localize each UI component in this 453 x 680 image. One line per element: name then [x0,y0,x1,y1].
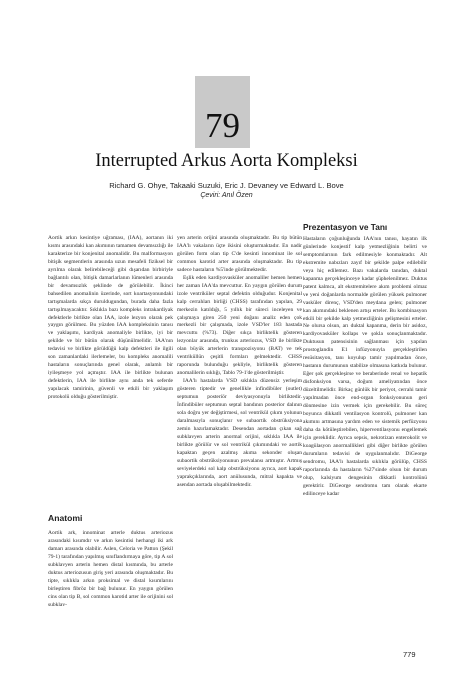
middle-paragraph-1: yen arterin orijini arasında oluşmaktadır. Bu tip bütün IAA'lı vakaların üçte ikisini oluşturmaktadır. En nadir görülen form olan tip C'de kesinti innominat ile sol common karotid arter arasında oluşmaktadır. Bu tip sadece hastaların %5'inde görülmektedir. [177,235,302,273]
presentation-paragraph: Hastaların çoğunluğunda IAA'nın tanısı, hayatın ilk günlerinde konjestif kalp yetmezliğinin belirti ve semptomlarının fark edilmesiyle konmaktadır. Alt ekstremite nabızları zayıf bir şekilde palpe edilebilir veya hiç edilemez. Bazı vakalarda tanıdan, duktal kapanma gerçekleşinceye kadar şüphelenilmez. Duktus patent kalmca, alt ekstremitelere akım problemi olmaz ve yeni doğanlarda normalde görülen yüksek pulmoner vasküler direnç, VSD'den meydana gelen; pulmoner kan akımındaki beklenen artışı erteler. Bu kombinasyon etkili bir şekilde kalp yetmezliğinin gelişmesini erteler. Ne olursa olsun, arı duktal kapanma, derin bir asidoz, kardiyovasküler kollaps ve şokla sonuçlanmaktadır. Duktusun patensisinin sağlanması için yapılan prostoglandin E1 infüzyonuyla gerçekleştirilen resüsitasyon, tanı koyulup tamir yapılmadan önce, hastanın durumunun stabilize olmasına katkıda bulunur. Eğer şok gerçekleşirse ve beraberinde renal ve hepatik disfonksiyon varsa, doğum ameliyatından önce düzeltilmelidir. Birkaç günlük bir periyot, cerrahi tamir yapılmadan önce end-organ fonksiyonunun geri dönmesine izin vermek için gerekebilir. Bu süreç boyunca dikkatli ventilasyon kontrolü, pulmoner kan akımını artmasına yardım eden ve sistemik perfüzyonu daha da kötüleştirebilen, hiperventilasyonu engellemek için gereklidir. Ayrıca sepsis, nekrotizan enterokolit ve koagülasyon anormallikleri gibi diğer birlikte görülen durumların tedavisi de uygulanmalıdır. DiGeorge sendromu, IAA'lı hastalarda sıklıkla görülüp, CHSS raporlarında da hastaların %27'sinde olsun bir durum olup, kalsiyum dengesinin dikkatli kontrolünü gerektirir. DiGeorge sendromu tam olarak ekarte edilinceye kadar [303,236,427,497]
presentation-heading: Prezentasyon ve Tanı [303,222,388,232]
middle-column [177,235,302,490]
chapter-number: 79 [205,106,240,145]
presentation-column [303,236,427,498]
chapter-title: Interrupted Arkus Aorta Kompleksi [95,151,358,171]
middle-paragraph-3: IAA'lı hastalarda VSD sıklıkla düzensiz yerleşim gösteren tiptedir ve genellikle infindibüler (outlet) septumun posteriör deviyasyonuyla birliktedir. İnfindibüler septumun septal bandının posterior dalının sola doğru yer değiştirmesi, sol ventrikül çıkım yolunun daralmasıyla sonuçlanır ve subaortik obstrüksiyona zemin hazırlamaktadır. Desendan aortadan çıkan sağ subklavyen arterin anormal orijini, sıklıkla IAA ile birlikte görülür ve sol ventrikül çıkımındaki ve aortik kapaktan geçen azalmış akıma sekonder oluşan subaortik obstrüksiyonunun prevalansı artmıştır. Artmış seviyelerdeki sol kalp obstrüksiyonu ayrıca, aort kapak yaprakçıklarında, aort anülusunda, mitral kapakta ve asendan aortada oluşabilmektedir. [177,378,302,488]
anatomy-paragraph: Aortik ark, innominat arterle duktus arteriozus arasındaki kısımdır ve arkın kesintisi herhangi iki ark damarı arasında olabilir. Aslen, Celoria ve Patton (Şekil 79-1) tarafından yapılmış sınıflandırmaya göre, tip A sol subklavyen arterin hemen distal kısmında, bu arterle duktus arteriozusun giriş yeri arasında oluşmaktadır. Bu tipte, sıklıkla arkın proksimal ve distal kısımlarını birleştiren fibröz bir bağ bulunur. En yaygın görülen cins olan tip B, sol common karotid arter ile orijinini sol subklav- [48,530,173,608]
anatomy-column [48,530,173,610]
page-number: 779 [403,650,416,659]
authors-line: Richard G. Ohye, Takaaki Suzuki, Eric J. Devaney ve Edward L. Bove [109,181,344,190]
anatomy-heading: Anatomi [48,513,83,523]
middle-paragraph-2: Eşlik eden kardiyovasküler anomaliler hemen hemen her zaman IAA'da mevcuttur. En yaygın görülen durum izole ventriküler septal defektin olduğudur. Konjenital kalp cerrahları birliği (CHSS) tarafından yapılan, 29 merkezin katıldığı, 5 yıllık bir süreci inceleyen ve çalışmaya giren 250 yeni doğanı analiz eden çok merkezli bir çalışmada, izole VSD'ler 183 hastada mevcuttu (%73). Diğer sıkça birliktelik gösteren lezyonlar arasında, trunkus arteriozus, VSD ile birlikte olan büyük arterlerin transpozisyonu (BAT) ve tek ventriküllün çeşitli formları gelmektedir. CHSS raporunda bulunduğu şekliyle, birliktelik gösteren anomalilerin sıklığı, Tablo 79-1'de gösterilmiştir. [177,274,302,377]
intro-paragraph: Aortik arkın kesintiye uğraması, (IAA), aortanın iki kısmı arasındaki kan akımının tamamen devamsızlığı ile karakterize bir konjenital anomalidir. Bu malformasyon bitişik segmentlerin arasında uzun mesafeli fiziksel bir ayrılma olarak belirebileceği gibi dışarıdan birbiriyle bağlantılı olan, bitişik damarlarlanın lümenleri arasında bir devamsızlık şeklinde de görülebilir. İkinci bahsedilen anomalinin üzerinde, sort koartasyonundaki tartışmalarda sıkça duruldugundan, burada daha fazla tartışılmayacaktır. Sıklıkla bazı kompleks intrakardiyak defektlerle birlikte olan IAA, izole lezyon olarak pek yaygın görülmez. Bu yüzden IAA kompleksinin tanısı ve yaklaşımı, kardiyak anomaliyle birlikte, iyi bir şekilde ve bir bütün olarak düşünülmelidir. IAA'nın tedavisi ve birlikte görüldüğü kalp defektleri ile ilgili son zamanlardaki ilerlemeler, bu kompleks anomalili hastaların sonuçlarında genel olarak, anlamlı bir iyileşmeye yol açmıştır. IAA ile birlikte bulunan defektlerin, IAA ile birlikte aynı anda tek seferde yapılacak tamirinin, güvenli ve etkili bir yaklaşım protokolü olduğu gösterilmiştir. [48,235,173,401]
translator-line: Çeviri: Anıl Özen [200,192,253,199]
intro-column [48,235,173,402]
